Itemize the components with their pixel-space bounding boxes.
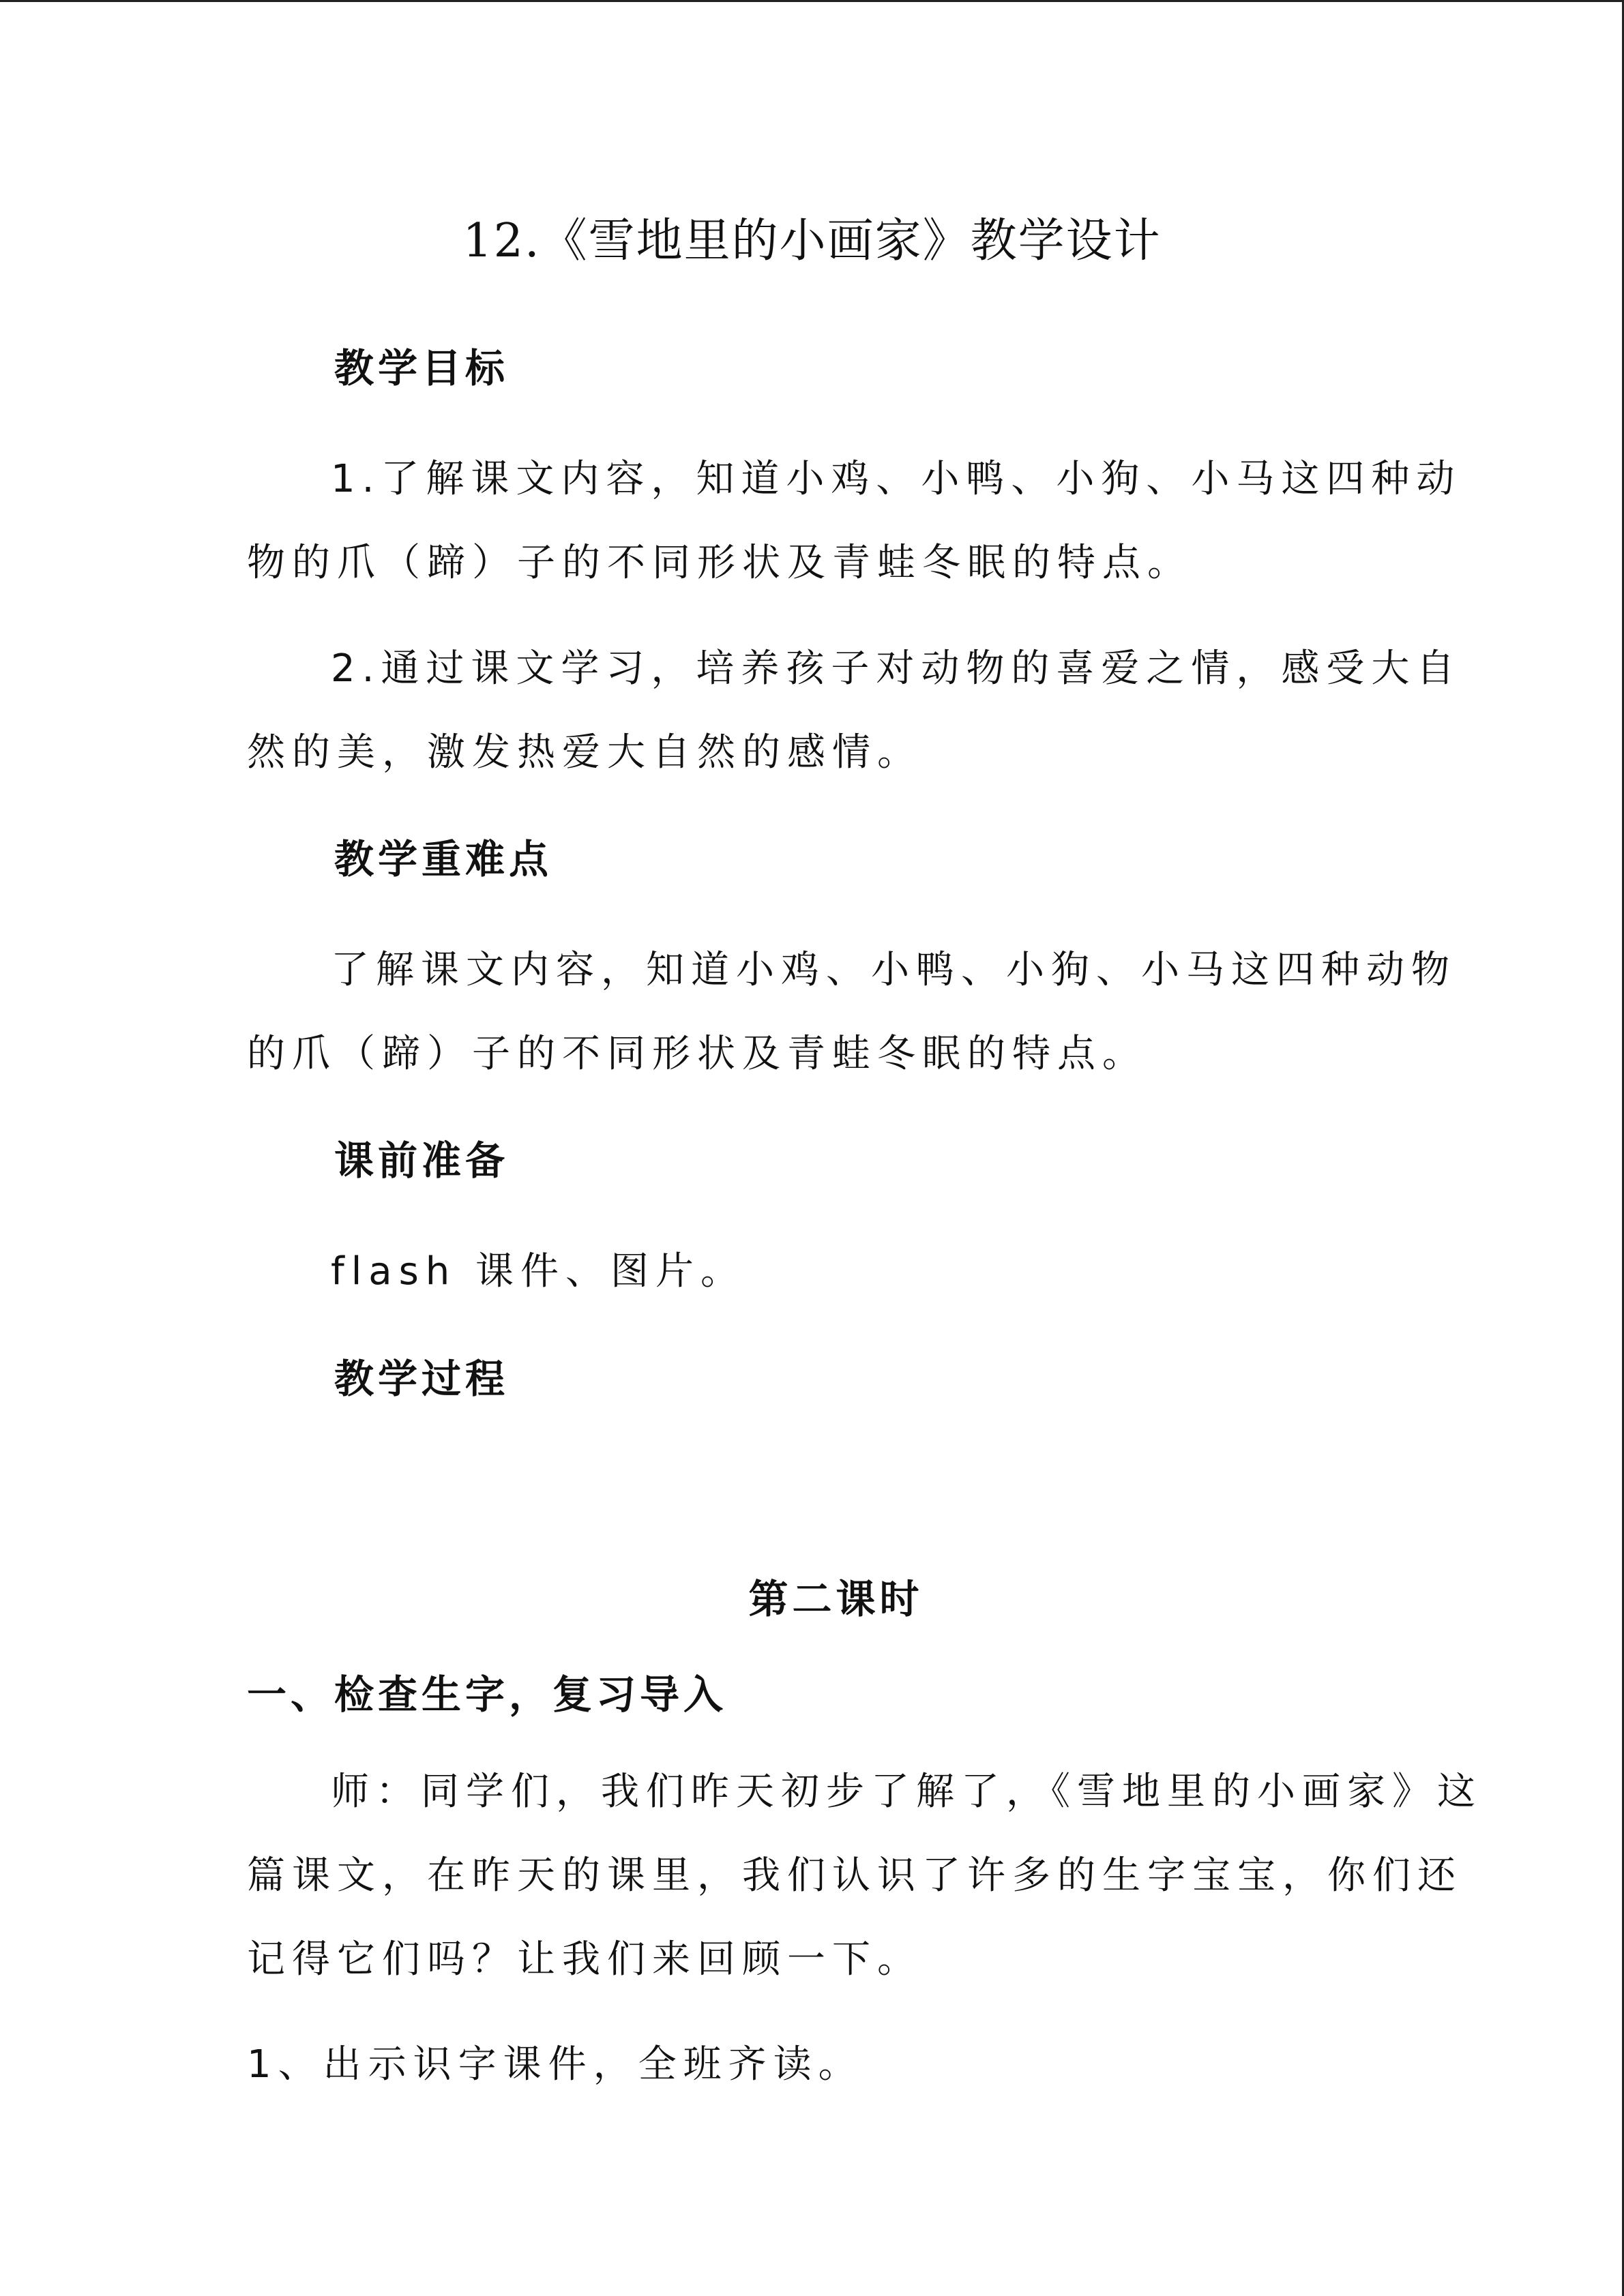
goal-2-line-1: 2.通过课文学习，培养孩子对动物的喜爱之情，感受大自 [331,646,1462,691]
key-points-line-1: 了解课文内容，知道小鸡、小鸭、小狗、小马这四种动物 [331,948,1456,992]
heading-teaching-goals: 教学目标 [334,345,510,391]
goal-1-line-2: 物的爪（蹄）子的不同形状及青蛙冬眠的特点。 [247,541,1192,585]
heading-key-points: 教学重难点 [334,836,553,882]
section-1-title: 一、检查生字，复习导入 [247,1671,728,1718]
heading-teaching-process: 教学过程 [334,1356,510,1402]
teacher-line-2: 篇课文，在昨天的课里，我们认识了许多的生字宝宝，你们还 [247,1853,1462,1898]
lesson-title: 第二课时 [748,1576,924,1622]
teacher-line-3: 记得它们吗？让我们来回顾一下。 [247,1937,922,1982]
heading-preparation: 课前准备 [334,1137,510,1184]
document-title: 12.《雪地里的小画家》教学设计 [462,214,1162,268]
goal-1-line-1: 1.了解课文内容，知道小鸡、小鸭、小狗、小马这四种动 [331,457,1462,501]
teacher-line-1: 师：同学们，我们昨天初步了解了，《雪地里的小画家》这 [331,1770,1482,1814]
step-1: 1、出示识字课件，全班齐读。 [247,2042,863,2087]
preparation-text: flash 课件、图片。 [331,1249,746,1294]
goal-2-line-2: 然的美，激发热爱大自然的感情。 [247,730,922,775]
key-points-line-2: 的爪（蹄）子的不同形状及青蛙冬眠的特点。 [247,1032,1147,1076]
